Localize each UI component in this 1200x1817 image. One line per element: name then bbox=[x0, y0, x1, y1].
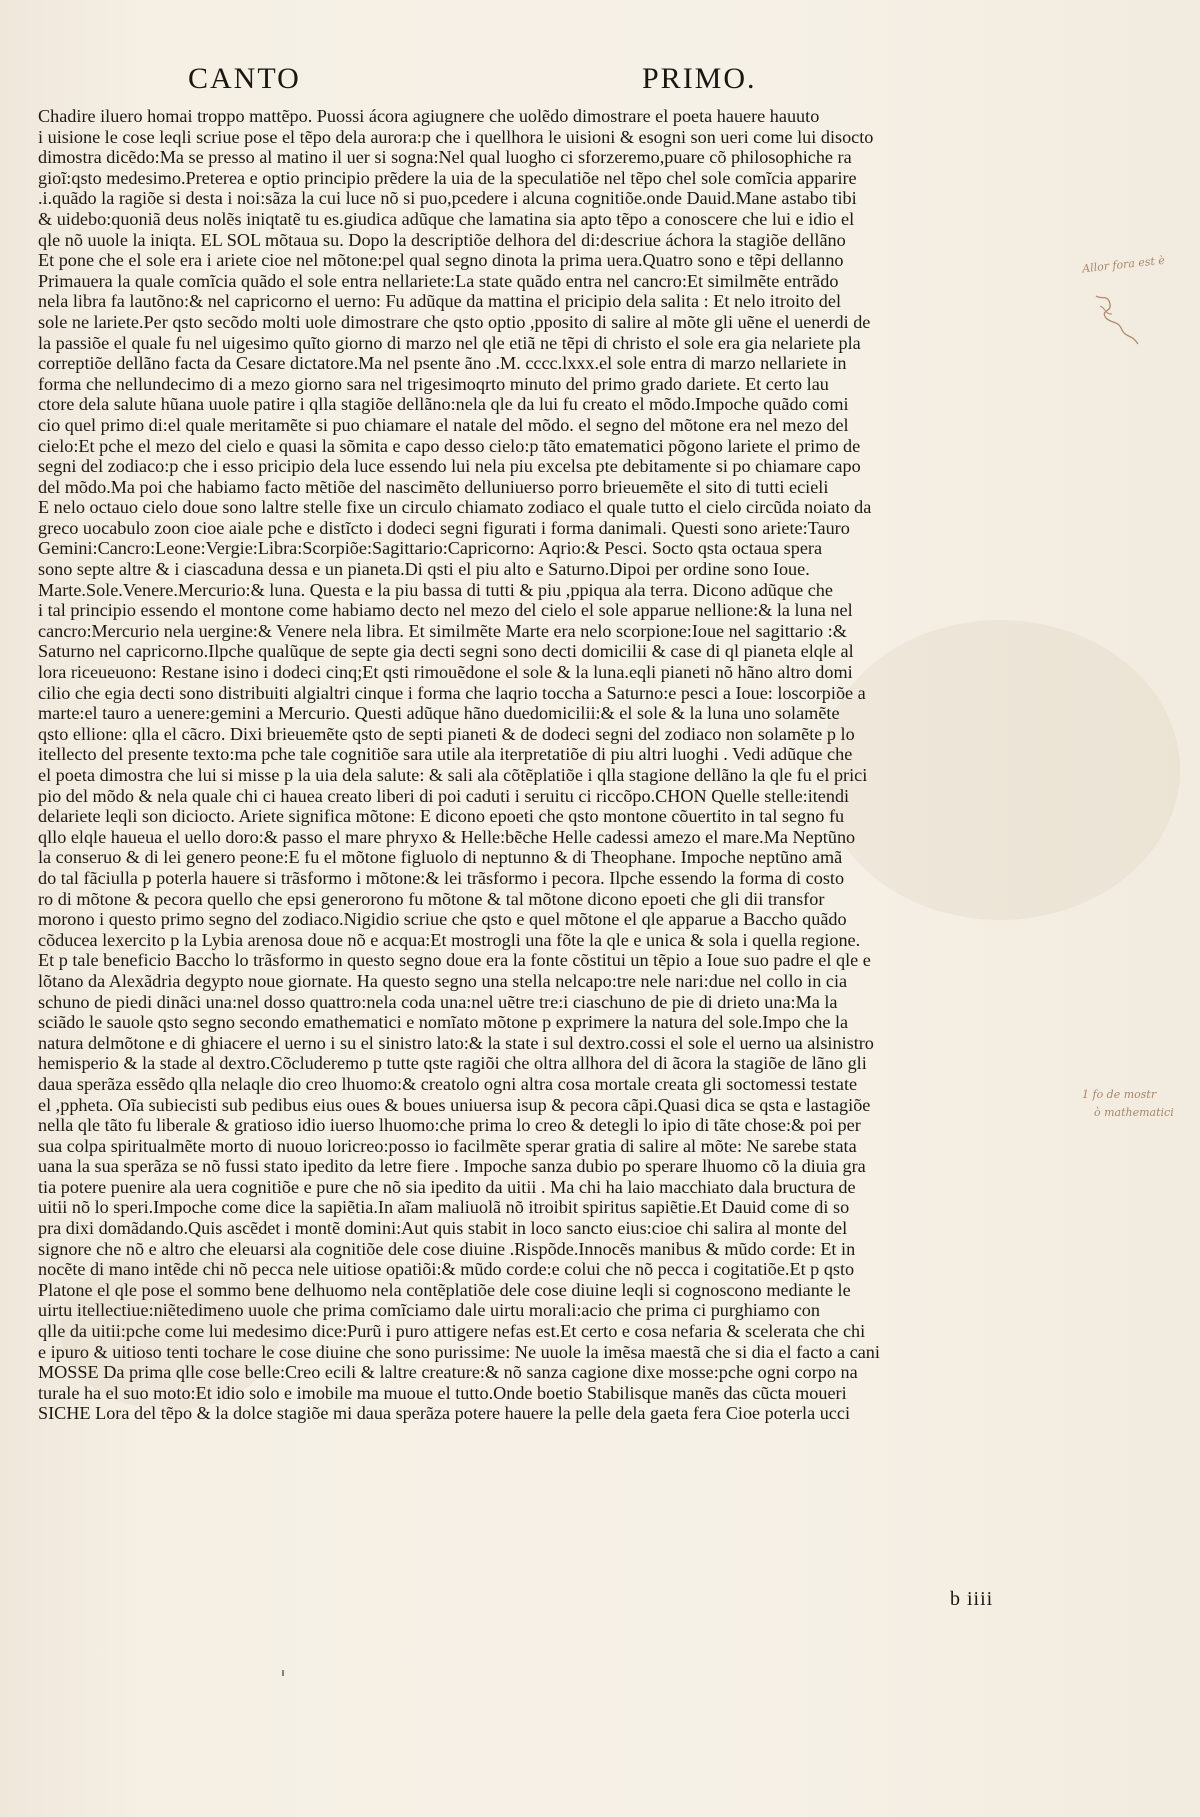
text-line: greco uocabulo zoon cioe aiale pche e distĩcto i dodeci segni figurati i forma danimali. Questi sono ariete:Tauro bbox=[38, 517, 850, 538]
text-line: .i.quãdo la ragiõe si desta i noi:sãza la cui luce nõ si puo,pcedere i alcuna cognitiõe.onde Dauid.Mane astabo tibi bbox=[38, 188, 857, 209]
text-line: uana la sua sperãza se nõ fussi stato ipedito da letre fiere . Impoche sanza dubio po sperare lhuomo cõ la diuia gra bbox=[38, 1156, 866, 1177]
text-line: E nelo octauo cielo doue sono laltre stelle fixe un circulo chiamato zodiaco el quale tutto el cielo circũda noiato da bbox=[38, 497, 872, 518]
text-line: sono septe altre & i ciascaduna dessa e un pianeta.Di qsti el piu alto e Saturno.Dipoi per ordine sono Ioue. bbox=[38, 559, 810, 580]
text-line: pra dixi domãdando.Quis ascẽdet i montẽ domini:Aut quis stabit in loco sancto eius:cioe chi salira al monte del bbox=[38, 1218, 848, 1239]
text-line: Platone el qle pose el sommo bene delhuomo nela contẽplatiõe dele cose diuine leqli si cognoscono mediante le bbox=[38, 1279, 851, 1300]
text-line: i uisione le cose leqli scriue pose el tẽpo dela aurora:p che i quellhora le uisioni & esogni son ueri come lui disocto bbox=[38, 126, 874, 147]
text-line: dimostra dicẽdo:Ma se presso al matino il uer si sogna:Nel qual luogho ci sforzeremo,puare cõ philosophiche ra bbox=[38, 147, 852, 168]
text-line: cio quel primo di:el quale meritamẽte si puo chiamare el natale del mõdo. el segno del mõtone era nel mezo del bbox=[38, 414, 849, 435]
text-line: natura delmõtone e di ghiacere el uerno i su el sinistro lato:& la state i sul dextro.cossi el sole el uerno ua alsinistro bbox=[38, 1032, 874, 1053]
text-line: qle nõ uuole la iniqta. EL SOL mõtaua su. Dopo la descriptiõe delhora del di:descriue áchora la stagiõe dellãno bbox=[38, 229, 846, 250]
text-line: nocẽte di mano intẽde chi nõ pecca nele uitiose opatiõi:& mũdo corde:e colui che nõ pecca i cogitatiõe.Et p qsto bbox=[38, 1259, 855, 1280]
text-line: qsto ellione: qlla el cãcro. Dixi brieuemẽte qsto de septi pianeti & de dodeci segni del zodiaco non solamẽte p lo bbox=[38, 723, 855, 744]
text-line: ro di mõtone & pecora quello che epsi generorono fu mõtone & tal mõtone dicono epoeti che gli dii transfor bbox=[38, 888, 825, 909]
text-line: uitii nõ lo speri.Impoche come dice la sapiẽtia.In aĩam maliuolã nõ itroibit spiritus sapiẽtie.Et Dauid come di so bbox=[38, 1197, 850, 1218]
text-line: do tal fãciulla p poterla hauere si trãsformo i mõtone:& lei trãsformo i pecora. Ilpche essendo la forma di costo bbox=[38, 867, 845, 888]
text-line: lora riceueuono: Restane isino i dodeci cinq;Et qsti rimouẽdone el sole & la luna.eqli pianeti nõ hãno altro domi bbox=[38, 662, 853, 683]
text-line: MOSSE Da prima qlle cose belle:Creo ecili & laltre creature:& nõ sanza cagione dixe mosse:pche ogni corpo na bbox=[38, 1362, 858, 1383]
text-line: Et p tale beneficio Baccho lo trãsformo in questo segno doue era la fonte cõstitui un tẽpio a Ioue suo padre el qle e bbox=[38, 950, 871, 971]
page-signature: b iiii bbox=[950, 1588, 994, 1610]
text-line: Gemini:Cancro:Leone:Vergie:Libra:Scorpiõe:Sagittario:Capricorno: Aqrio:& Pesci. Socto qsta octaua spera bbox=[38, 538, 823, 559]
text-line: nella qle tãto fu liberale & gratioso idio iuerso lhuomo:che prima lo creo & detegli lo ipio di tãte chose:& poi per bbox=[38, 1115, 861, 1136]
text-line: correptiõe dellãno facta da Cesare dictatore.Ma nel psente ãno .M. cccc.lxxx.el sole entra di marzo nellariete in bbox=[38, 353, 847, 374]
text-line: Marte.Sole.Venere.Mercurio:& luna. Questa e la piu bassa di tutti & piu ,ppiqua ala terra. Dicono adũque che bbox=[38, 579, 833, 600]
text-line: cilio che egia decti sono distribuiti algialtri cinque i forma che laqrio toccha a Saturno:e pesci a Ioue: loscorpiõe a bbox=[38, 682, 866, 703]
text-line: forma che nellundecimo di a mezo giorno sara nel trigesimoqrto minuto del primo grado dariete. Et certo lau bbox=[38, 373, 829, 394]
text-line: daua sperãza essẽdo qlla nelaqle dio creo lhuomo:& creatolo ogni altra cosa mortale creata gli soctomessi testate bbox=[38, 1073, 858, 1094]
text-line: la passiõe el quale fu nel uigesimo quĩto giorno di marzo nel qle etiã ne tẽpi di christo el sole era gia nelariete pla bbox=[38, 332, 861, 353]
text-line: del mõdo.Ma poi che habiamo facto mẽtiõe del nascimẽto delluniuerso porro brieuemẽte el sito di tutti ecieli bbox=[38, 476, 829, 497]
marginal-annotation-lower-2: ò mathematici bbox=[1094, 1106, 1174, 1119]
text-line: sua colpa spiritualmẽte morto di nuouo loricreo:posso io facilmẽte sperar gratia di salire al mõte: Ne sarebe stata bbox=[38, 1135, 857, 1156]
text-line: & uidebo:quoniã deus nolẽs iniqtatẽ tu es.giudica adũque che lamatina sia apto tẽpo a conoscere che lui e idio el bbox=[38, 208, 855, 229]
text-line: pio del mõdo & nela quale chi ci hauea creato liberi di poi caduti i seruitu ci riccõpo.CHON Quelle stelle:itendi bbox=[38, 785, 850, 806]
text-line: Primauera la quale comĩcia quãdo el sole entra nellariete:La state quãdo entra nel cancro:Et similmẽte entrãdo bbox=[38, 270, 839, 291]
text-line: sole ne lariete.Per qsto secõdo molti uole dimostrare che qsto optio ,pposito di salire al mõte gli uẽne el uenerdi de bbox=[38, 311, 871, 332]
text-line: nela libra fa lautõno:& nel capricorno el uerno: Fu adũque da mattina el pricipio dela salita : Et nelo itroito del bbox=[38, 291, 842, 312]
marginal-annotation-lower-1: 1 fo de mostr bbox=[1082, 1088, 1157, 1101]
text-line: cõducea lexercito p la Lybia arenosa doue nõ e acqua:Et mostrogli una fõte la qle e unica & sola i quella regione. bbox=[38, 929, 861, 950]
text-line: i tal principio essendo el montone come habiamo decto nel mezo del cielo el sole apparue nellione:& la luna nel bbox=[38, 600, 853, 621]
text-line: cielo:Et pche el mezo del cielo e quasi la sõmita e capo desso cielo:p tãto ematematici põgono lariete el primo de bbox=[38, 435, 861, 456]
text-line: tia potere puenire ala uera cognitiõe e pure che nõ sia ipedito da uitii . Ma chi ha laio macchiato dala bructura de bbox=[38, 1176, 856, 1197]
text-line: cancro:Mercurio nela uergine:& Venere nela libra. Et similmẽte Marte era nelo scorpione:Ioue nel sagittario :& bbox=[38, 620, 847, 641]
text-line: la conseruo & di lei genero peone:E fu el mõtone figluolo di neptunno & di Theophane. Impoche neptũno amã bbox=[38, 847, 843, 868]
marginal-annotation-upper: Allor fora est è bbox=[1081, 253, 1166, 276]
commentary-text-block bbox=[38, 106, 1038, 1424]
text-line: marte:el tauro a uenere:gemini a Mercurio. Questi adũque hãno duedomicilii:& el sole & la luna uno solamẽte bbox=[38, 703, 840, 724]
ink-speck bbox=[282, 1670, 284, 1676]
text-line: hemisperio & la stade al dextro.Cõcluderemo p tutte qste ragiõi che oltra allhora del di ãcora la stagiõe de lãno gli bbox=[38, 1053, 867, 1074]
text-line: e ipuro & uitioso tenti tochare le cose diuine che sono purissime: Ne uuole la imẽsa maestã che si dia el facto a cani bbox=[38, 1341, 880, 1362]
text-line: lõtano da Alexãdria degypto noue giornate. Ha questo segno una stella nelcapo:tre nele nari:due nel collo in cia bbox=[38, 970, 848, 991]
text-line: Chadire iluero homai troppo mattẽpo. Puossi ácora agiugnere che uolẽdo dimostrare el poeta hauere hauuto bbox=[38, 106, 820, 126]
text-line: delariete leqli son diciocto. Ariete significa mõtone: E dicono epoeti che qsto montone cõuertito in tal segno fu bbox=[38, 806, 845, 827]
text-line: signore che nõ e altro che eleuarsi ala cognitiõe dele cose diuine .Rispõde.Innocẽs manibus & mũdo corde: Et in bbox=[38, 1238, 856, 1259]
text-line: turale ha el suo moto:Et idio solo e imobile ma muoue el tutto.Onde boetio Stabilisque manẽs das cũcta moueri bbox=[38, 1382, 847, 1403]
text-line: segni del zodiaco:p che i esso pricipio dela luce essendo lui nela piu excelsa pte debitamente si po chiamare capo bbox=[38, 456, 861, 477]
text-line: SICHE Lora del tẽpo & la dolce stagiõe mi daua sperãza potere hauere la pelle dela gaeta fera Cioe poterla ucci bbox=[38, 1403, 850, 1424]
text-line: itellecto del presente texto:ma pche tale cognitiõe sara utile ala iterpretatiõe di piu altri luoghi . Vedi adũque che bbox=[38, 744, 853, 765]
marginal-scribble-icon bbox=[1088, 290, 1148, 350]
text-line: Et pone che el sole era i ariete cioe nel mõtone:pel qual segno dinota la prima uera.Quatro sono e tẽpi dellanno bbox=[38, 250, 844, 271]
text-line: Saturno nel capricorno.Ilpche qualũque de septe gia decti segni sono decti domicilii & case di ql pianeta elqle al bbox=[38, 641, 854, 662]
text-line: morono i questo primo segno del zodiaco.Nigidio scriue che qsto e quel mõtone el qle apparue a Baccho quãdo bbox=[38, 909, 847, 930]
text-line: gioĩ:qsto medesimo.Preterea e optio principio prẽdere la uia de la speculatiõe nel tẽpo chel sole comĩcia apparire bbox=[38, 167, 857, 188]
running-head-canto: CANTO bbox=[188, 62, 301, 95]
text-line: schuno de piedi dinãci una:nel dosso quattro:nela coda una:nel uẽtre tre:i ciaschuno de pie di drieto una:Ma la bbox=[38, 991, 838, 1012]
running-head-number: PRIMO. bbox=[642, 62, 757, 95]
text-line: el ,ppheta. Oĩa subiecisti sub pedibus eius oues & boues uniuersa isup & pecora cãpi.Quasi dica se qsta e lastagiõe bbox=[38, 1094, 871, 1115]
text-line: uirtu itellectiue:niẽtedimeno uuole che prima comĩciamo dale uirtu morali:acio che prima ci purghiamo con bbox=[38, 1300, 820, 1321]
text-line: el poeta dimostra che lui si misse p la uia dela salute: & sali ala cõtẽplatiõe i qlla stagione dellãno la qle fu el prici bbox=[38, 765, 868, 785]
text-line: ctore dela salute hũana uuole patire i qlla stagiõe dellãno:nela qle da lui fu creato el mõdo.Impoche quãdo comi bbox=[38, 394, 849, 415]
text-line: sciãdo le sauole qsto segno secondo emathematici e nomĩato mõtone p exprimere la natura del sole.Impo che la bbox=[38, 1012, 849, 1033]
text-line: qllo elqle haueua el uello doro:& passo el mare phryxo & Helle:bẽche Helle cadessi amezo el mare.Ma Neptũno bbox=[38, 826, 856, 847]
text-line: qlle da uitii:pche come lui medesimo dice:Purũ i puro attigere nefas est.Et certo e cosa nefaria & scelerata che chi bbox=[38, 1321, 866, 1342]
